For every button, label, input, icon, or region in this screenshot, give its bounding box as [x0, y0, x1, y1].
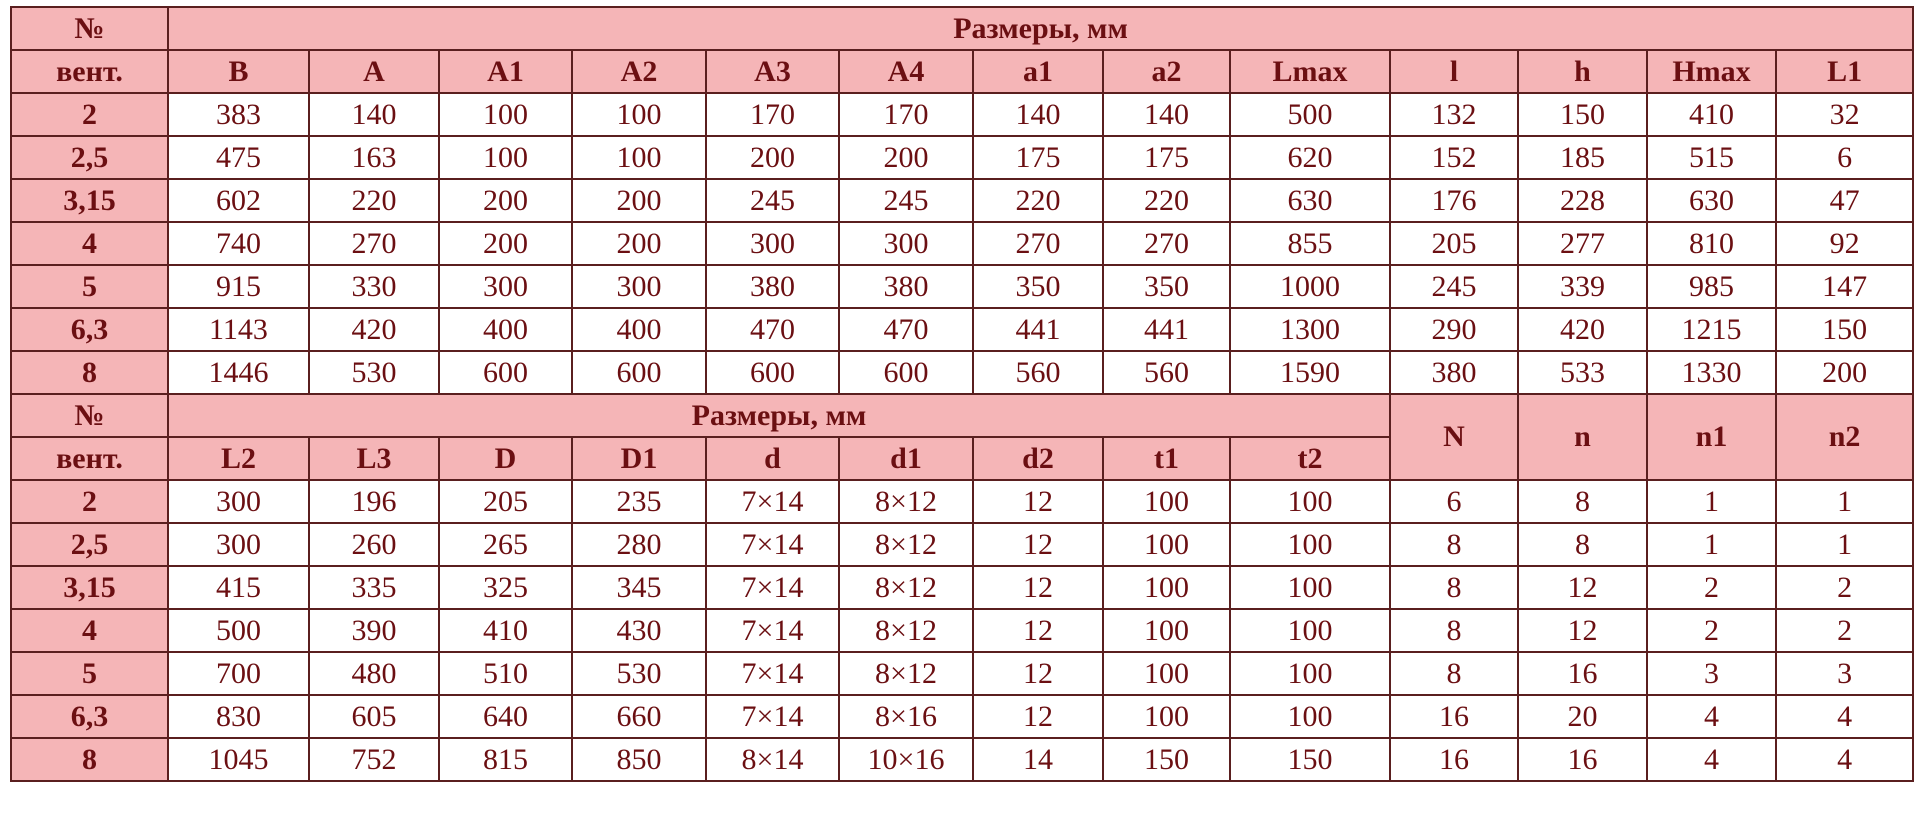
value-cell: 600 — [839, 351, 973, 394]
value-cell: 16 — [1518, 652, 1647, 695]
value-cell: 2 — [1776, 609, 1913, 652]
value-cell: 330 — [309, 265, 439, 308]
value-cell: 270 — [973, 222, 1103, 265]
value-cell: 3 — [1776, 652, 1913, 695]
value-cell: 8×12 — [839, 652, 973, 695]
value-cell: 8×12 — [839, 566, 973, 609]
value-cell: 915 — [168, 265, 309, 308]
value-cell: 150 — [1230, 738, 1390, 781]
value-cell: 325 — [439, 566, 572, 609]
value-cell: 245 — [706, 179, 839, 222]
value-cell: 410 — [1647, 93, 1776, 136]
column-header: t2 — [1230, 437, 1390, 480]
value-cell: 150 — [1776, 308, 1913, 351]
value-cell: 630 — [1647, 179, 1776, 222]
column-header: D — [439, 437, 572, 480]
value-cell: 850 — [572, 738, 706, 781]
value-cell: 660 — [572, 695, 706, 738]
value-cell: 530 — [572, 652, 706, 695]
value-cell: 752 — [309, 738, 439, 781]
number-header-top: № — [11, 394, 168, 437]
table-row — [11, 523, 1913, 566]
value-cell: 630 — [1230, 179, 1390, 222]
table-row — [11, 265, 1913, 308]
value-cell: 300 — [168, 480, 309, 523]
value-cell: 441 — [1103, 308, 1230, 351]
column-header: L1 — [1776, 50, 1913, 93]
value-cell: 100 — [1230, 652, 1390, 695]
value-cell: 176 — [1390, 179, 1518, 222]
value-cell: 740 — [168, 222, 309, 265]
value-cell: 380 — [1390, 351, 1518, 394]
value-cell: 200 — [572, 179, 706, 222]
value-cell: 1000 — [1230, 265, 1390, 308]
value-cell: 300 — [168, 523, 309, 566]
value-cell: 420 — [309, 308, 439, 351]
value-cell: 245 — [839, 179, 973, 222]
value-cell: 100 — [1230, 480, 1390, 523]
column-header: B — [168, 50, 309, 93]
value-cell: 1 — [1647, 480, 1776, 523]
value-cell: 1 — [1776, 480, 1913, 523]
value-cell: 100 — [439, 93, 572, 136]
value-cell: 100 — [572, 136, 706, 179]
value-cell: 150 — [1103, 738, 1230, 781]
column-header: A2 — [572, 50, 706, 93]
value-cell: 200 — [572, 222, 706, 265]
value-cell: 12 — [1518, 566, 1647, 609]
table-body — [11, 7, 1913, 781]
value-cell: 47 — [1776, 179, 1913, 222]
value-cell: 1045 — [168, 738, 309, 781]
value-cell: 100 — [1103, 652, 1230, 695]
table-row — [11, 222, 1913, 265]
column-header: Hmax — [1647, 50, 1776, 93]
value-cell: 345 — [572, 566, 706, 609]
value-cell: 8 — [1390, 523, 1518, 566]
value-cell: 380 — [839, 265, 973, 308]
column-header: A3 — [706, 50, 839, 93]
value-cell: 270 — [309, 222, 439, 265]
value-cell: 1446 — [168, 351, 309, 394]
value-cell: 415 — [168, 566, 309, 609]
value-cell: 530 — [309, 351, 439, 394]
value-cell: 205 — [1390, 222, 1518, 265]
value-cell: 12 — [973, 523, 1103, 566]
value-cell: 7×14 — [706, 652, 839, 695]
value-cell: 220 — [973, 179, 1103, 222]
value-cell: 1590 — [1230, 351, 1390, 394]
value-cell: 140 — [973, 93, 1103, 136]
value-cell: 430 — [572, 609, 706, 652]
value-cell: 400 — [572, 308, 706, 351]
value-cell: 560 — [973, 351, 1103, 394]
value-cell: 147 — [1776, 265, 1913, 308]
value-cell: 2 — [1647, 566, 1776, 609]
value-cell: 410 — [439, 609, 572, 652]
column-header: t1 — [1103, 437, 1230, 480]
column-header: n — [1518, 394, 1647, 480]
fan-number-cell: 2 — [11, 93, 168, 136]
value-cell: 700 — [168, 652, 309, 695]
value-cell: 280 — [572, 523, 706, 566]
fan-number-cell: 3,15 — [11, 179, 168, 222]
value-cell: 200 — [439, 179, 572, 222]
column-header: d2 — [973, 437, 1103, 480]
table-row — [11, 93, 1913, 136]
value-cell: 205 — [439, 480, 572, 523]
fan-number-cell: 5 — [11, 265, 168, 308]
value-cell: 4 — [1776, 695, 1913, 738]
column-header: n2 — [1776, 394, 1913, 480]
value-cell: 12 — [973, 566, 1103, 609]
value-cell: 100 — [1230, 523, 1390, 566]
value-cell: 163 — [309, 136, 439, 179]
value-cell: 4 — [1647, 738, 1776, 781]
dimensions-span-header: Размеры, мм — [168, 7, 1913, 50]
value-cell: 8×12 — [839, 609, 973, 652]
value-cell: 830 — [168, 695, 309, 738]
value-cell: 100 — [1103, 609, 1230, 652]
value-cell: 480 — [309, 652, 439, 695]
column-header: a2 — [1103, 50, 1230, 93]
column-header: A — [309, 50, 439, 93]
value-cell: 510 — [439, 652, 572, 695]
value-cell: 245 — [1390, 265, 1518, 308]
value-cell: 350 — [1103, 265, 1230, 308]
column-header: N — [1390, 394, 1518, 480]
fan-number-cell: 6,3 — [11, 308, 168, 351]
value-cell: 4 — [1776, 738, 1913, 781]
value-cell: 7×14 — [706, 566, 839, 609]
column-header: h — [1518, 50, 1647, 93]
column-header: L3 — [309, 437, 439, 480]
value-cell: 420 — [1518, 308, 1647, 351]
value-cell: 100 — [572, 93, 706, 136]
value-cell: 500 — [168, 609, 309, 652]
value-cell: 7×14 — [706, 609, 839, 652]
value-cell: 8 — [1518, 480, 1647, 523]
value-cell: 300 — [572, 265, 706, 308]
value-cell: 8×12 — [839, 523, 973, 566]
column-header: A4 — [839, 50, 973, 93]
section1-column-header-row — [11, 50, 1913, 93]
value-cell: 560 — [1103, 351, 1230, 394]
value-cell: 12 — [973, 695, 1103, 738]
value-cell: 2 — [1647, 609, 1776, 652]
value-cell: 1300 — [1230, 308, 1390, 351]
value-cell: 200 — [706, 136, 839, 179]
value-cell: 470 — [706, 308, 839, 351]
value-cell: 200 — [439, 222, 572, 265]
value-cell: 1143 — [168, 308, 309, 351]
value-cell: 175 — [1103, 136, 1230, 179]
value-cell: 7×14 — [706, 523, 839, 566]
table-row — [11, 179, 1913, 222]
value-cell: 600 — [706, 351, 839, 394]
value-cell: 1330 — [1647, 351, 1776, 394]
value-cell: 12 — [973, 609, 1103, 652]
value-cell: 265 — [439, 523, 572, 566]
value-cell: 600 — [572, 351, 706, 394]
value-cell: 100 — [439, 136, 572, 179]
value-cell: 16 — [1390, 738, 1518, 781]
table-row — [11, 136, 1913, 179]
value-cell: 92 — [1776, 222, 1913, 265]
value-cell: 1215 — [1647, 308, 1776, 351]
table-row — [11, 609, 1913, 652]
value-cell: 14 — [973, 738, 1103, 781]
value-cell: 16 — [1390, 695, 1518, 738]
value-cell: 100 — [1230, 609, 1390, 652]
value-cell: 300 — [839, 222, 973, 265]
value-cell: 290 — [1390, 308, 1518, 351]
fan-number-cell: 2,5 — [11, 523, 168, 566]
value-cell: 100 — [1230, 566, 1390, 609]
value-cell: 152 — [1390, 136, 1518, 179]
value-cell: 8 — [1390, 566, 1518, 609]
table-row — [11, 308, 1913, 351]
value-cell: 12 — [1518, 609, 1647, 652]
column-header: D1 — [572, 437, 706, 480]
value-cell: 32 — [1776, 93, 1913, 136]
value-cell: 196 — [309, 480, 439, 523]
value-cell: 380 — [706, 265, 839, 308]
value-cell: 470 — [839, 308, 973, 351]
value-cell: 2 — [1776, 566, 1913, 609]
value-cell: 8×16 — [839, 695, 973, 738]
column-header: n1 — [1647, 394, 1776, 480]
value-cell: 20 — [1518, 695, 1647, 738]
value-cell: 810 — [1647, 222, 1776, 265]
value-cell: 4 — [1647, 695, 1776, 738]
column-header: l — [1390, 50, 1518, 93]
fan-dimensions-sheet — [10, 6, 1912, 782]
fan-number-cell: 8 — [11, 351, 168, 394]
value-cell: 8 — [1390, 652, 1518, 695]
number-header-top: № — [11, 7, 168, 50]
value-cell: 620 — [1230, 136, 1390, 179]
value-cell: 8 — [1390, 609, 1518, 652]
column-header: d — [706, 437, 839, 480]
fan-number-cell: 6,3 — [11, 695, 168, 738]
value-cell: 335 — [309, 566, 439, 609]
value-cell: 300 — [439, 265, 572, 308]
value-cell: 7×14 — [706, 695, 839, 738]
table-row — [11, 480, 1913, 523]
value-cell: 200 — [1776, 351, 1913, 394]
value-cell: 605 — [309, 695, 439, 738]
value-cell: 12 — [973, 652, 1103, 695]
table-row — [11, 566, 1913, 609]
value-cell: 12 — [973, 480, 1103, 523]
column-header: Lmax — [1230, 50, 1390, 93]
value-cell: 400 — [439, 308, 572, 351]
value-cell: 1 — [1647, 523, 1776, 566]
value-cell: 985 — [1647, 265, 1776, 308]
column-header: d1 — [839, 437, 973, 480]
number-header-bottom: вент. — [11, 50, 168, 93]
value-cell: 100 — [1103, 695, 1230, 738]
value-cell: 170 — [839, 93, 973, 136]
value-cell: 277 — [1518, 222, 1647, 265]
dimensions-span-header: Размеры, мм — [168, 394, 1390, 437]
value-cell: 100 — [1103, 523, 1230, 566]
value-cell: 220 — [1103, 179, 1230, 222]
value-cell: 300 — [706, 222, 839, 265]
value-cell: 3 — [1647, 652, 1776, 695]
fan-number-cell: 2 — [11, 480, 168, 523]
value-cell: 170 — [706, 93, 839, 136]
value-cell: 140 — [1103, 93, 1230, 136]
value-cell: 175 — [973, 136, 1103, 179]
value-cell: 100 — [1103, 566, 1230, 609]
table-row — [11, 351, 1913, 394]
value-cell: 8×12 — [839, 480, 973, 523]
value-cell: 383 — [168, 93, 309, 136]
value-cell: 855 — [1230, 222, 1390, 265]
value-cell: 270 — [1103, 222, 1230, 265]
value-cell: 150 — [1518, 93, 1647, 136]
value-cell: 600 — [439, 351, 572, 394]
value-cell: 475 — [168, 136, 309, 179]
value-cell: 228 — [1518, 179, 1647, 222]
value-cell: 6 — [1390, 480, 1518, 523]
value-cell: 200 — [839, 136, 973, 179]
fan-dimensions-table — [10, 6, 1914, 782]
value-cell: 350 — [973, 265, 1103, 308]
fan-number-cell: 5 — [11, 652, 168, 695]
value-cell: 185 — [1518, 136, 1647, 179]
number-header-bottom: вент. — [11, 437, 168, 480]
value-cell: 6 — [1776, 136, 1913, 179]
fan-number-cell: 4 — [11, 222, 168, 265]
value-cell: 1 — [1776, 523, 1913, 566]
value-cell: 8 — [1518, 523, 1647, 566]
value-cell: 815 — [439, 738, 572, 781]
value-cell: 390 — [309, 609, 439, 652]
table-row — [11, 652, 1913, 695]
value-cell: 500 — [1230, 93, 1390, 136]
table-row — [11, 695, 1913, 738]
value-cell: 10×16 — [839, 738, 973, 781]
value-cell: 100 — [1103, 480, 1230, 523]
value-cell: 515 — [1647, 136, 1776, 179]
table-row — [11, 738, 1913, 781]
value-cell: 220 — [309, 179, 439, 222]
value-cell: 260 — [309, 523, 439, 566]
value-cell: 132 — [1390, 93, 1518, 136]
value-cell: 8×14 — [706, 738, 839, 781]
value-cell: 533 — [1518, 351, 1647, 394]
value-cell: 339 — [1518, 265, 1647, 308]
column-header: L2 — [168, 437, 309, 480]
fan-number-cell: 3,15 — [11, 566, 168, 609]
value-cell: 602 — [168, 179, 309, 222]
fan-number-cell: 8 — [11, 738, 168, 781]
fan-number-cell: 4 — [11, 609, 168, 652]
value-cell: 640 — [439, 695, 572, 738]
value-cell: 235 — [572, 480, 706, 523]
fan-number-cell: 2,5 — [11, 136, 168, 179]
section2-header-row-top — [11, 394, 1913, 437]
column-header: a1 — [973, 50, 1103, 93]
value-cell: 441 — [973, 308, 1103, 351]
section1-header-row-top — [11, 7, 1913, 50]
value-cell: 100 — [1230, 695, 1390, 738]
column-header: A1 — [439, 50, 572, 93]
value-cell: 7×14 — [706, 480, 839, 523]
value-cell: 140 — [309, 93, 439, 136]
value-cell: 16 — [1518, 738, 1647, 781]
